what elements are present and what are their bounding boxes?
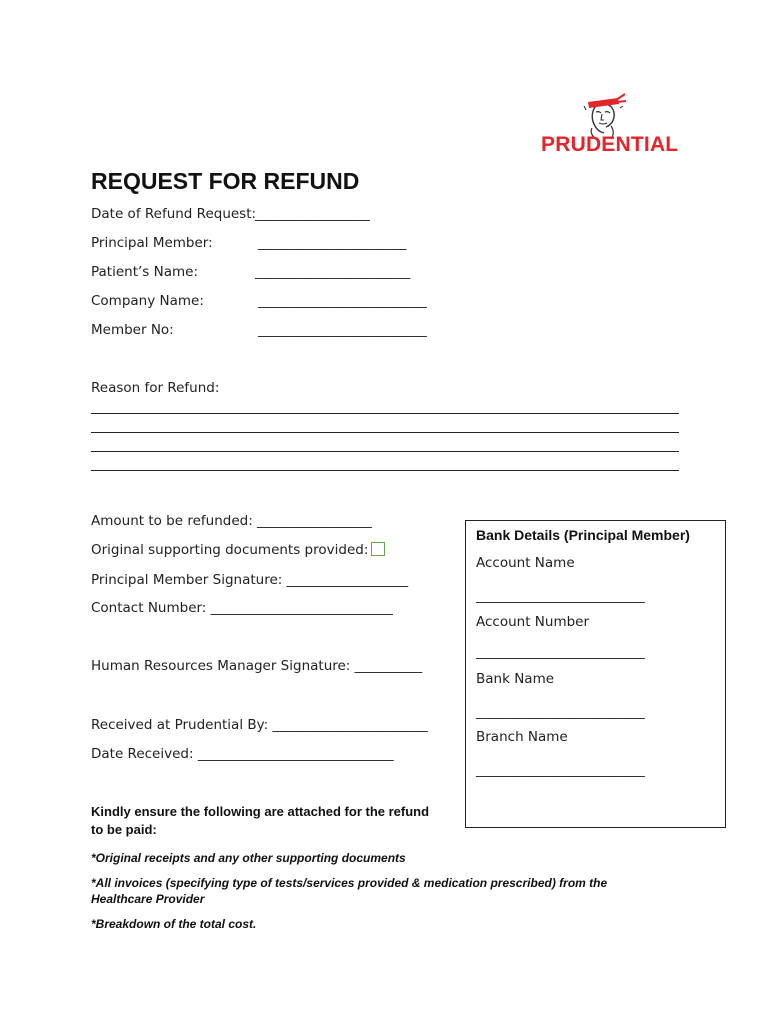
branch-name-field[interactable]: _________________________ <box>476 762 645 778</box>
note-item-breakdown: *Breakdown of the total cost. <box>91 917 257 931</box>
reason-line-1[interactable] <box>91 413 679 414</box>
principal-member-field[interactable]: ______________________ <box>258 235 407 251</box>
reason-line-3[interactable] <box>91 451 679 452</box>
account-number-field[interactable]: _________________________ <box>476 644 645 660</box>
branch-name-label: Branch Name <box>476 729 568 745</box>
company-name-field[interactable]: _________________________ <box>258 293 427 309</box>
note-item-receipts: *Original receipts and any other supporting documents <box>91 851 406 865</box>
date-of-request-field[interactable]: _________________ <box>255 206 370 222</box>
account-name-label: Account Name <box>476 555 575 571</box>
notes-heading-line-2: to be paid: <box>91 822 157 837</box>
patients-name-field[interactable]: _______________________ <box>255 264 411 280</box>
bank-name-label: Bank Name <box>476 671 555 687</box>
reason-line-2[interactable] <box>91 432 679 433</box>
received-by-field[interactable]: Received at Prudential By: _______________________ <box>91 717 428 733</box>
documents-label: Original supporting documents provided: <box>91 542 369 558</box>
brand-name: PRUDENTIAL <box>541 133 679 156</box>
principal-member-label: Principal Member: <box>91 235 213 251</box>
patients-name-label: Patient’s Name: <box>91 264 198 280</box>
page-title: REQUEST FOR REFUND <box>91 168 360 194</box>
note-item-invoices-line-2: Healthcare Provider <box>91 892 205 906</box>
account-name-field[interactable]: _________________________ <box>476 588 645 604</box>
notes-heading-line-1: Kindly ensure the following are attached for the refund <box>91 804 430 819</box>
date-of-request-label: Date of Refund Request: <box>91 206 257 222</box>
reason-label: Reason for Refund: <box>91 380 220 396</box>
amount-field[interactable]: Amount to be refunded: _________________ <box>91 513 372 529</box>
documents-checkbox[interactable] <box>371 542 385 556</box>
company-name-label: Company Name: <box>91 293 204 309</box>
note-item-invoices-line-1: *All invoices (specifying type of tests/services provided & medication prescribed) from the <box>91 876 608 890</box>
principal-signature-field[interactable]: Principal Member Signature: __________________ <box>91 572 409 588</box>
bank-name-field[interactable]: _________________________ <box>476 704 645 720</box>
date-received-field[interactable]: Date Received: _____________________________ <box>91 746 394 762</box>
contact-number-field[interactable]: Contact Number: ___________________________ <box>91 600 393 616</box>
account-number-label: Account Number <box>476 614 590 630</box>
bank-details-title: Bank Details (Principal Member) <box>476 527 690 543</box>
member-no-field[interactable]: _________________________ <box>258 322 427 338</box>
member-no-label: Member No: <box>91 322 174 338</box>
reason-line-4[interactable] <box>91 470 679 471</box>
hr-signature-field[interactable]: Human Resources Manager Signature: __________ <box>91 658 423 674</box>
documents-row <box>91 542 385 558</box>
